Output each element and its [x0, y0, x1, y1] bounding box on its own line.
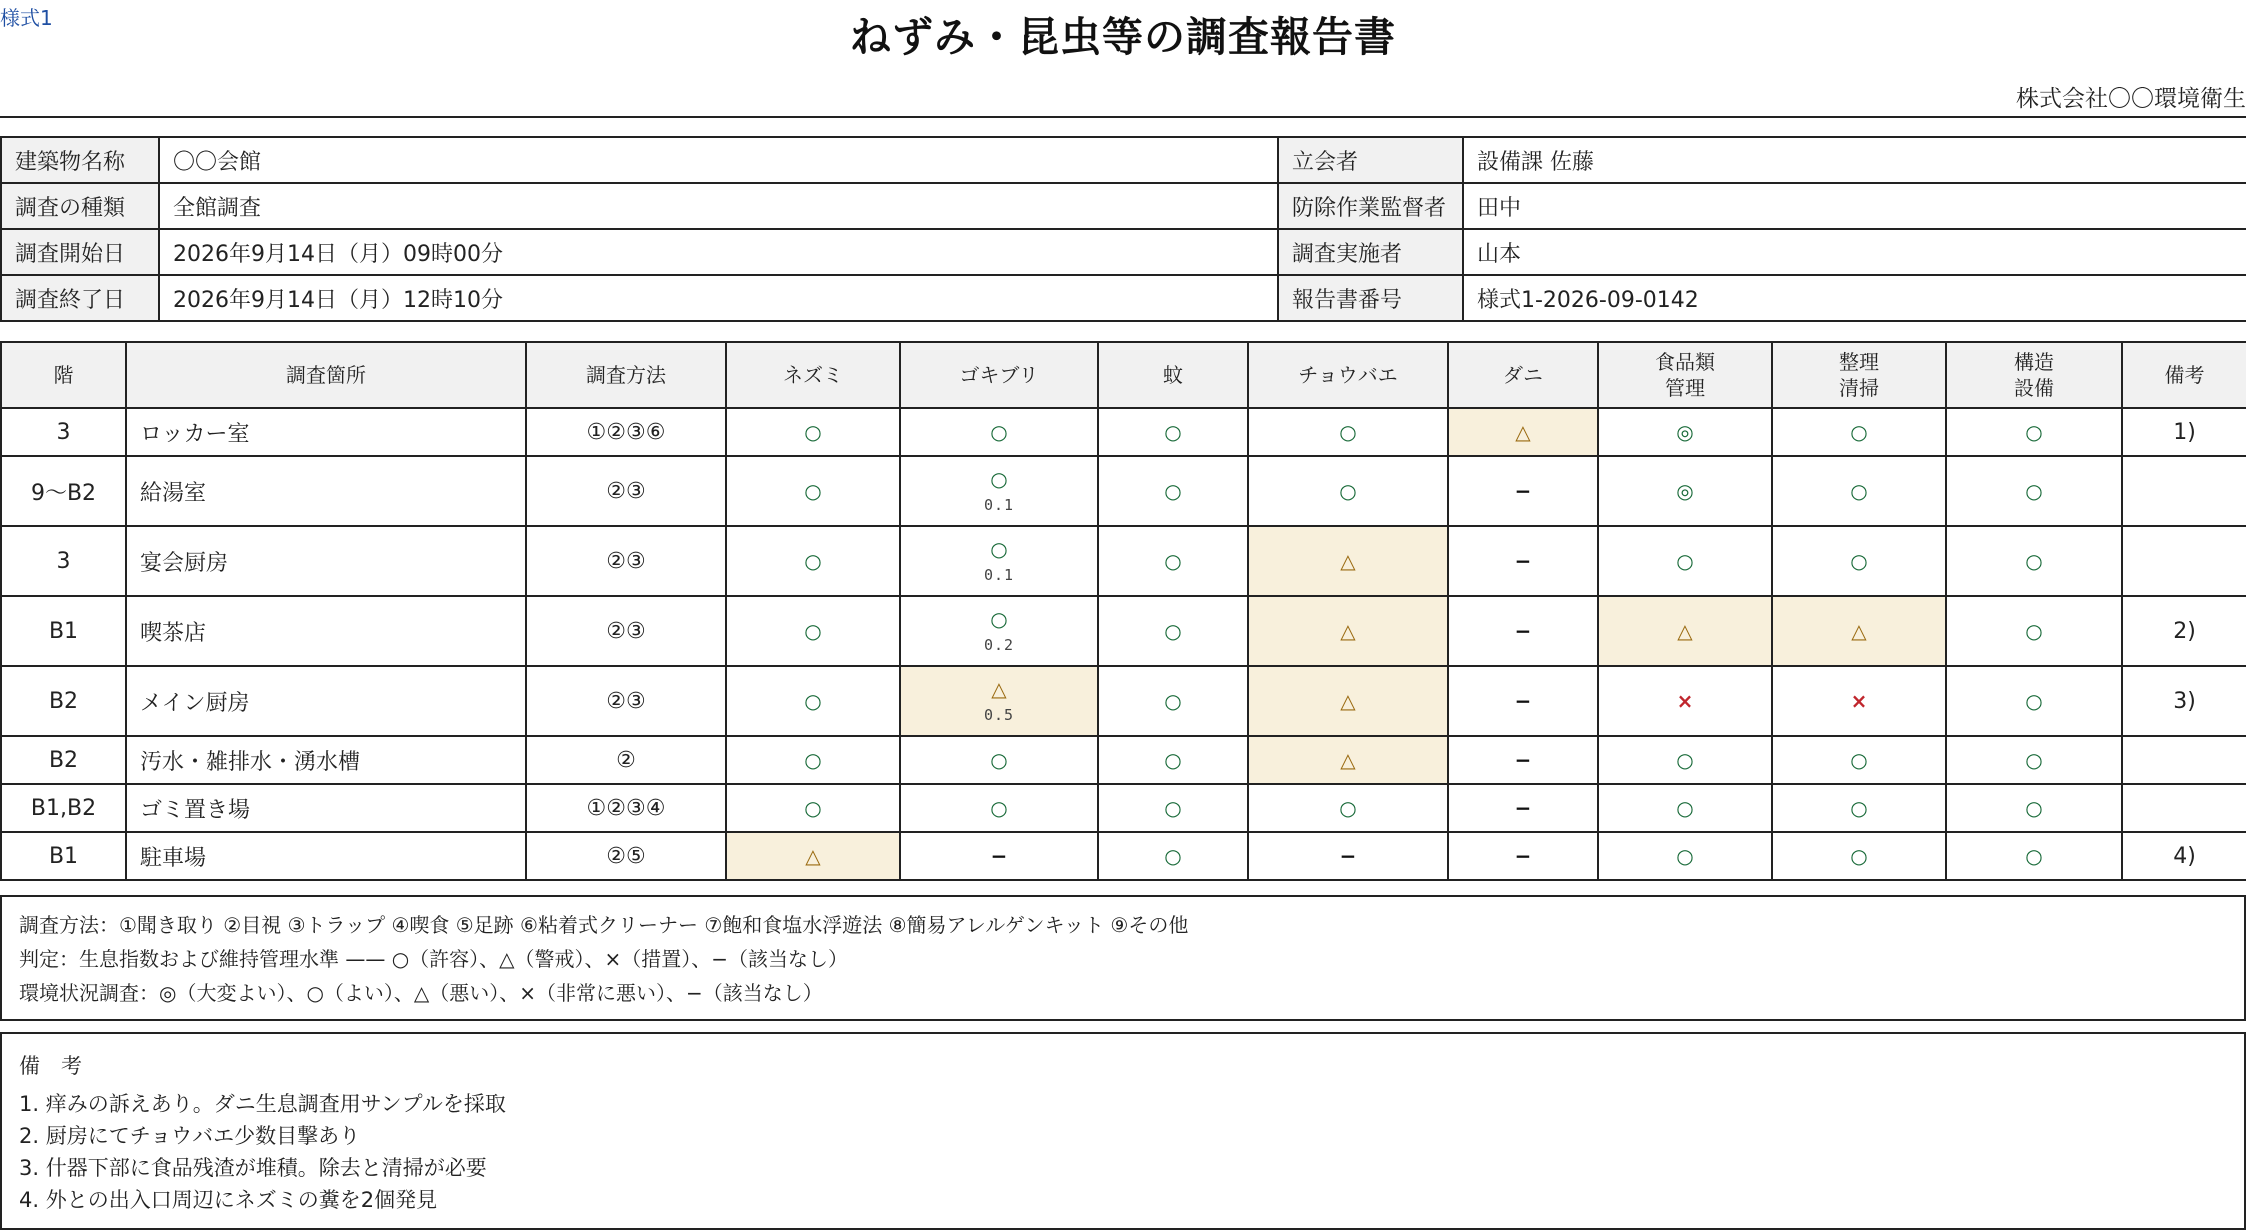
- fly-cell: [1248, 832, 1448, 880]
- form-number-link[interactable]: 様式1: [0, 6, 53, 30]
- judgement-symbol: ○: [1676, 796, 1694, 820]
- habitat-index-value: 0.5: [983, 706, 1015, 724]
- struct-cell: [1946, 408, 2122, 456]
- judgement-symbol: −: [990, 844, 1008, 868]
- struct-cell: [1946, 526, 2122, 596]
- struct-cell: [1946, 784, 2122, 832]
- method-cell: ②③: [526, 596, 726, 666]
- fly-cell: [1248, 408, 1448, 456]
- cockroach-cell: [900, 596, 1098, 666]
- judgement-symbol: ○: [1164, 796, 1182, 820]
- info-label: 調査終了日: [1, 275, 159, 321]
- mite-cell: [1448, 526, 1598, 596]
- note-cell: 4): [2122, 832, 2246, 880]
- food-cell: [1598, 526, 1772, 596]
- method-cell: ②③: [526, 666, 726, 736]
- survey-type-value: 全館調査: [159, 183, 1278, 229]
- mite-cell: [1448, 832, 1598, 880]
- judgement-symbol: ○: [2025, 479, 2043, 503]
- remark-item: 4. 外との出入口周辺にネズミの糞を2個発見: [19, 1188, 438, 1212]
- info-row: [1, 229, 2246, 275]
- clean-cell: [1772, 596, 1946, 666]
- company-name: 株式会社〇〇環境衛生: [2016, 86, 2246, 112]
- judgement-symbol: ○: [2025, 689, 2043, 713]
- struct-cell: [1946, 736, 2122, 784]
- mite-cell: [1448, 666, 1598, 736]
- remark-item: 3. 什器下部に食品残渣が堆積。除去と清掃が必要: [19, 1156, 487, 1180]
- cockroach-cell: [900, 666, 1098, 736]
- col-method: 調査方法: [526, 342, 726, 408]
- judgement-symbol: ○: [1164, 748, 1182, 772]
- judgement-symbol: −: [1514, 549, 1532, 573]
- method-cell: ①②③④: [526, 784, 726, 832]
- judgement-symbol: −: [1514, 748, 1532, 772]
- floor-cell: 3: [1, 526, 126, 596]
- building-name-value: 〇〇会館: [159, 137, 1278, 183]
- remarks-heading: 備 考: [19, 1054, 82, 1078]
- fly-cell: [1248, 456, 1448, 526]
- food-cell: [1598, 408, 1772, 456]
- note-cell: 2): [2122, 596, 2246, 666]
- method-cell: ②③: [526, 526, 726, 596]
- judgement-symbol: ○: [1164, 689, 1182, 713]
- judgement-symbol: ○: [1164, 420, 1182, 444]
- judgement-symbol: ○: [804, 796, 822, 820]
- col-mite: ダニ: [1448, 342, 1598, 408]
- place-cell: 駐車場: [126, 832, 526, 880]
- method-cell: ②: [526, 736, 726, 784]
- mosquito-cell: [1098, 456, 1248, 526]
- clean-cell: [1772, 666, 1946, 736]
- legend-environment: 環境状況調査：◎（大変よい）、○（よい）、△（悪い）、×（非常に悪い）、−（該当なし）: [19, 981, 823, 1005]
- note-cell: [2122, 456, 2246, 526]
- floor-cell: B2: [1, 736, 126, 784]
- judgement-symbol: ○: [2025, 796, 2043, 820]
- habitat-index-value: 0.2: [983, 636, 1015, 654]
- judgement-symbol: △: [1851, 619, 1867, 643]
- remark-item: 2. 厨房にてチョウバエ少数目撃あり: [19, 1124, 361, 1148]
- mite-cell: [1448, 736, 1598, 784]
- clean-cell: [1772, 456, 1946, 526]
- floor-cell: B1: [1, 832, 126, 880]
- judgement-symbol: ○: [1676, 748, 1694, 772]
- mosquito-cell: [1098, 666, 1248, 736]
- habitat-index-value: 0.1: [983, 566, 1015, 584]
- col-cockroach: ゴキブリ: [900, 342, 1098, 408]
- judgement-symbol: ○: [1676, 844, 1694, 868]
- judgement-symbol: −: [1514, 479, 1532, 503]
- col-food: [1598, 342, 1772, 408]
- fly-cell: [1248, 784, 1448, 832]
- table-row: [1, 408, 2246, 456]
- place-cell: 喫茶店: [126, 596, 526, 666]
- table-row: [1, 784, 2246, 832]
- judgement-symbol: ○: [804, 689, 822, 713]
- clean-cell: [1772, 736, 1946, 784]
- judgement-symbol: ○: [1850, 844, 1868, 868]
- mosquito-cell: [1098, 736, 1248, 784]
- col-food-line1: 食品類: [1655, 350, 1715, 374]
- table-header-row: [1, 342, 2246, 408]
- info-label: 調査実施者: [1278, 229, 1463, 275]
- judgement-symbol: ○: [804, 549, 822, 573]
- surveyor-value: 山本: [1463, 229, 2246, 275]
- clean-cell: [1772, 784, 1946, 832]
- table-row: [1, 832, 2246, 880]
- remarks-box: [0, 1032, 2246, 1230]
- col-food-line2: 管理: [1665, 376, 1705, 400]
- judgement-symbol: ○: [1164, 619, 1182, 643]
- col-struct: [1946, 342, 2122, 408]
- legend-methods: 調査方法：①聞き取り ②目視 ③トラップ ④喫食 ⑤足跡 ⑥粘着式クリーナー ⑦飽和食塩水浮遊法 ⑧簡易アレルゲンキット ⑨その他: [19, 913, 1189, 937]
- rat-cell: [726, 784, 900, 832]
- place-cell: 汚水・雑排水・湧水槽: [126, 736, 526, 784]
- judgement-symbol: −: [1514, 796, 1532, 820]
- rat-cell: [726, 596, 900, 666]
- cockroach-cell: [900, 736, 1098, 784]
- judgement-symbol: ○: [1850, 420, 1868, 444]
- judgement-symbol: △: [805, 844, 821, 868]
- mosquito-cell: [1098, 784, 1248, 832]
- table-row: [1, 526, 2246, 596]
- place-cell: 給湯室: [126, 456, 526, 526]
- judgement-symbol: ○: [804, 619, 822, 643]
- place-cell: 宴会厨房: [126, 526, 526, 596]
- judgement-symbol: ○: [2025, 549, 2043, 573]
- note-cell: [2122, 736, 2246, 784]
- judgement-symbol: ○: [1850, 479, 1868, 503]
- judgement-symbol: ○: [990, 607, 1008, 631]
- table-row: [1, 736, 2246, 784]
- judgement-symbol: △: [1340, 549, 1356, 573]
- judgement-symbol: ○: [2025, 844, 2043, 868]
- judgement-symbol: ○: [1850, 549, 1868, 573]
- cockroach-cell: [900, 408, 1098, 456]
- info-row: [1, 137, 2246, 183]
- col-clean: [1772, 342, 1946, 408]
- info-label: 立会者: [1278, 137, 1463, 183]
- building-info-table: [0, 136, 2246, 322]
- judgement-symbol: ◎: [1676, 479, 1694, 503]
- table-row: [1, 596, 2246, 666]
- table-row: [1, 666, 2246, 736]
- struct-cell: [1946, 832, 2122, 880]
- rat-cell: [726, 408, 900, 456]
- food-cell: [1598, 456, 1772, 526]
- info-label: 建築物名称: [1, 137, 159, 183]
- mosquito-cell: [1098, 408, 1248, 456]
- rat-cell: [726, 736, 900, 784]
- food-cell: [1598, 666, 1772, 736]
- judgement-symbol: ○: [804, 748, 822, 772]
- food-cell: [1598, 832, 1772, 880]
- fly-cell: [1248, 736, 1448, 784]
- judgement-symbol: ○: [1339, 796, 1357, 820]
- judgement-symbol: ○: [1339, 420, 1357, 444]
- clean-cell: [1772, 526, 1946, 596]
- table-row: [1, 456, 2246, 526]
- judgement-symbol: −: [1514, 619, 1532, 643]
- rat-cell: [726, 526, 900, 596]
- place-cell: メイン厨房: [126, 666, 526, 736]
- report-number-value: 様式1-2026-09-0142: [1463, 275, 2246, 321]
- col-struct-line1: 構造: [2014, 350, 2054, 374]
- document-title: ねずみ・昆虫等の調査報告書: [850, 13, 1396, 61]
- survey-results-body: [1, 408, 2246, 880]
- clean-cell: [1772, 832, 1946, 880]
- food-cell: [1598, 736, 1772, 784]
- mosquito-cell: [1098, 526, 1248, 596]
- rat-cell: [726, 456, 900, 526]
- cockroach-cell: [900, 456, 1098, 526]
- floor-cell: B1,B2: [1, 784, 126, 832]
- floor-cell: B1: [1, 596, 126, 666]
- judgement-symbol: ×: [1676, 689, 1694, 713]
- judgement-symbol: ○: [990, 748, 1008, 772]
- food-cell: [1598, 596, 1772, 666]
- note-cell: [2122, 784, 2246, 832]
- witness-value: 設備課 佐藤: [1463, 137, 2246, 183]
- judgement-symbol: ○: [990, 796, 1008, 820]
- method-cell: ②③: [526, 456, 726, 526]
- place-cell: ゴミ置き場: [126, 784, 526, 832]
- col-place: 調査箇所: [126, 342, 526, 408]
- floor-cell: 3: [1, 408, 126, 456]
- struct-cell: [1946, 666, 2122, 736]
- judgement-symbol: ○: [990, 420, 1008, 444]
- info-row: [1, 183, 2246, 229]
- cockroach-cell: [900, 832, 1098, 880]
- method-cell: ①②③⑥: [526, 408, 726, 456]
- method-cell: ②⑤: [526, 832, 726, 880]
- col-clean-line2: 清掃: [1839, 376, 1879, 400]
- place-cell: ロッカー室: [126, 408, 526, 456]
- col-struct-line2: 設備: [2014, 376, 2054, 400]
- col-floor: 階: [1, 342, 126, 408]
- info-label: 調査開始日: [1, 229, 159, 275]
- supervisor-value: 田中: [1463, 183, 2246, 229]
- title-divider: [0, 116, 2246, 118]
- note-cell: 3): [2122, 666, 2246, 736]
- judgement-symbol: ○: [1164, 479, 1182, 503]
- habitat-index-value: 0.1: [983, 496, 1015, 514]
- judgement-symbol: △: [1340, 689, 1356, 713]
- judgement-symbol: −: [1514, 689, 1532, 713]
- survey-results-table: [0, 341, 2246, 881]
- judgement-symbol: ○: [990, 467, 1008, 491]
- judgement-symbol: △: [1340, 748, 1356, 772]
- judgement-symbol: △: [1515, 420, 1531, 444]
- info-label: 報告書番号: [1278, 275, 1463, 321]
- judgement-symbol: ○: [1676, 549, 1694, 573]
- note-cell: 1): [2122, 408, 2246, 456]
- start-date-value: 2026年9月14日（月）09時00分: [159, 229, 1278, 275]
- info-label: 防除作業監督者: [1278, 183, 1463, 229]
- mite-cell: [1448, 596, 1598, 666]
- judgement-symbol: ○: [804, 420, 822, 444]
- judgement-symbol: ○: [1164, 549, 1182, 573]
- fly-cell: [1248, 526, 1448, 596]
- judgement-symbol: ○: [1339, 479, 1357, 503]
- col-clean-line1: 整理: [1839, 350, 1879, 374]
- judgement-symbol: ○: [1164, 844, 1182, 868]
- judgement-symbol: ○: [2025, 420, 2043, 444]
- legend-judgement: 判定：生息指数および維持管理水準 —— ○（許容）、△（警戒）、×（措置）、−（該当なし）: [19, 947, 849, 971]
- remark-item: 1. 痒みの訴えあり。ダニ生息調査用サンプルを採取: [19, 1092, 506, 1116]
- info-label: 調査の種類: [1, 183, 159, 229]
- judgement-symbol: ○: [2025, 748, 2043, 772]
- judgement-symbol: ○: [1850, 748, 1868, 772]
- col-note: 備考: [2122, 342, 2246, 408]
- judgement-symbol: −: [1339, 844, 1357, 868]
- legend-box: [0, 895, 2246, 1021]
- struct-cell: [1946, 456, 2122, 526]
- mite-cell: [1448, 456, 1598, 526]
- judgement-symbol: ◎: [1676, 420, 1694, 444]
- clean-cell: [1772, 408, 1946, 456]
- mite-cell: [1448, 408, 1598, 456]
- judgement-symbol: −: [1514, 844, 1532, 868]
- judgement-symbol: ○: [990, 537, 1008, 561]
- mosquito-cell: [1098, 832, 1248, 880]
- fly-cell: [1248, 596, 1448, 666]
- cockroach-cell: [900, 784, 1098, 832]
- rat-cell: [726, 832, 900, 880]
- rat-cell: [726, 666, 900, 736]
- col-fly: チョウバエ: [1248, 342, 1448, 408]
- struct-cell: [1946, 596, 2122, 666]
- end-date-value: 2026年9月14日（月）12時10分: [159, 275, 1278, 321]
- col-rat: ネズミ: [726, 342, 900, 408]
- info-row: [1, 275, 2246, 321]
- judgement-symbol: △: [1677, 619, 1693, 643]
- mosquito-cell: [1098, 596, 1248, 666]
- judgement-symbol: ○: [2025, 619, 2043, 643]
- judgement-symbol: △: [991, 677, 1007, 701]
- judgement-symbol: ○: [1850, 796, 1868, 820]
- judgement-symbol: △: [1340, 619, 1356, 643]
- fly-cell: [1248, 666, 1448, 736]
- food-cell: [1598, 784, 1772, 832]
- col-mosquito: 蚊: [1098, 342, 1248, 408]
- judgement-symbol: ×: [1850, 689, 1868, 713]
- floor-cell: B2: [1, 666, 126, 736]
- mite-cell: [1448, 784, 1598, 832]
- judgement-symbol: ○: [804, 479, 822, 503]
- cockroach-cell: [900, 526, 1098, 596]
- note-cell: [2122, 526, 2246, 596]
- floor-cell: 9〜B2: [1, 456, 126, 526]
